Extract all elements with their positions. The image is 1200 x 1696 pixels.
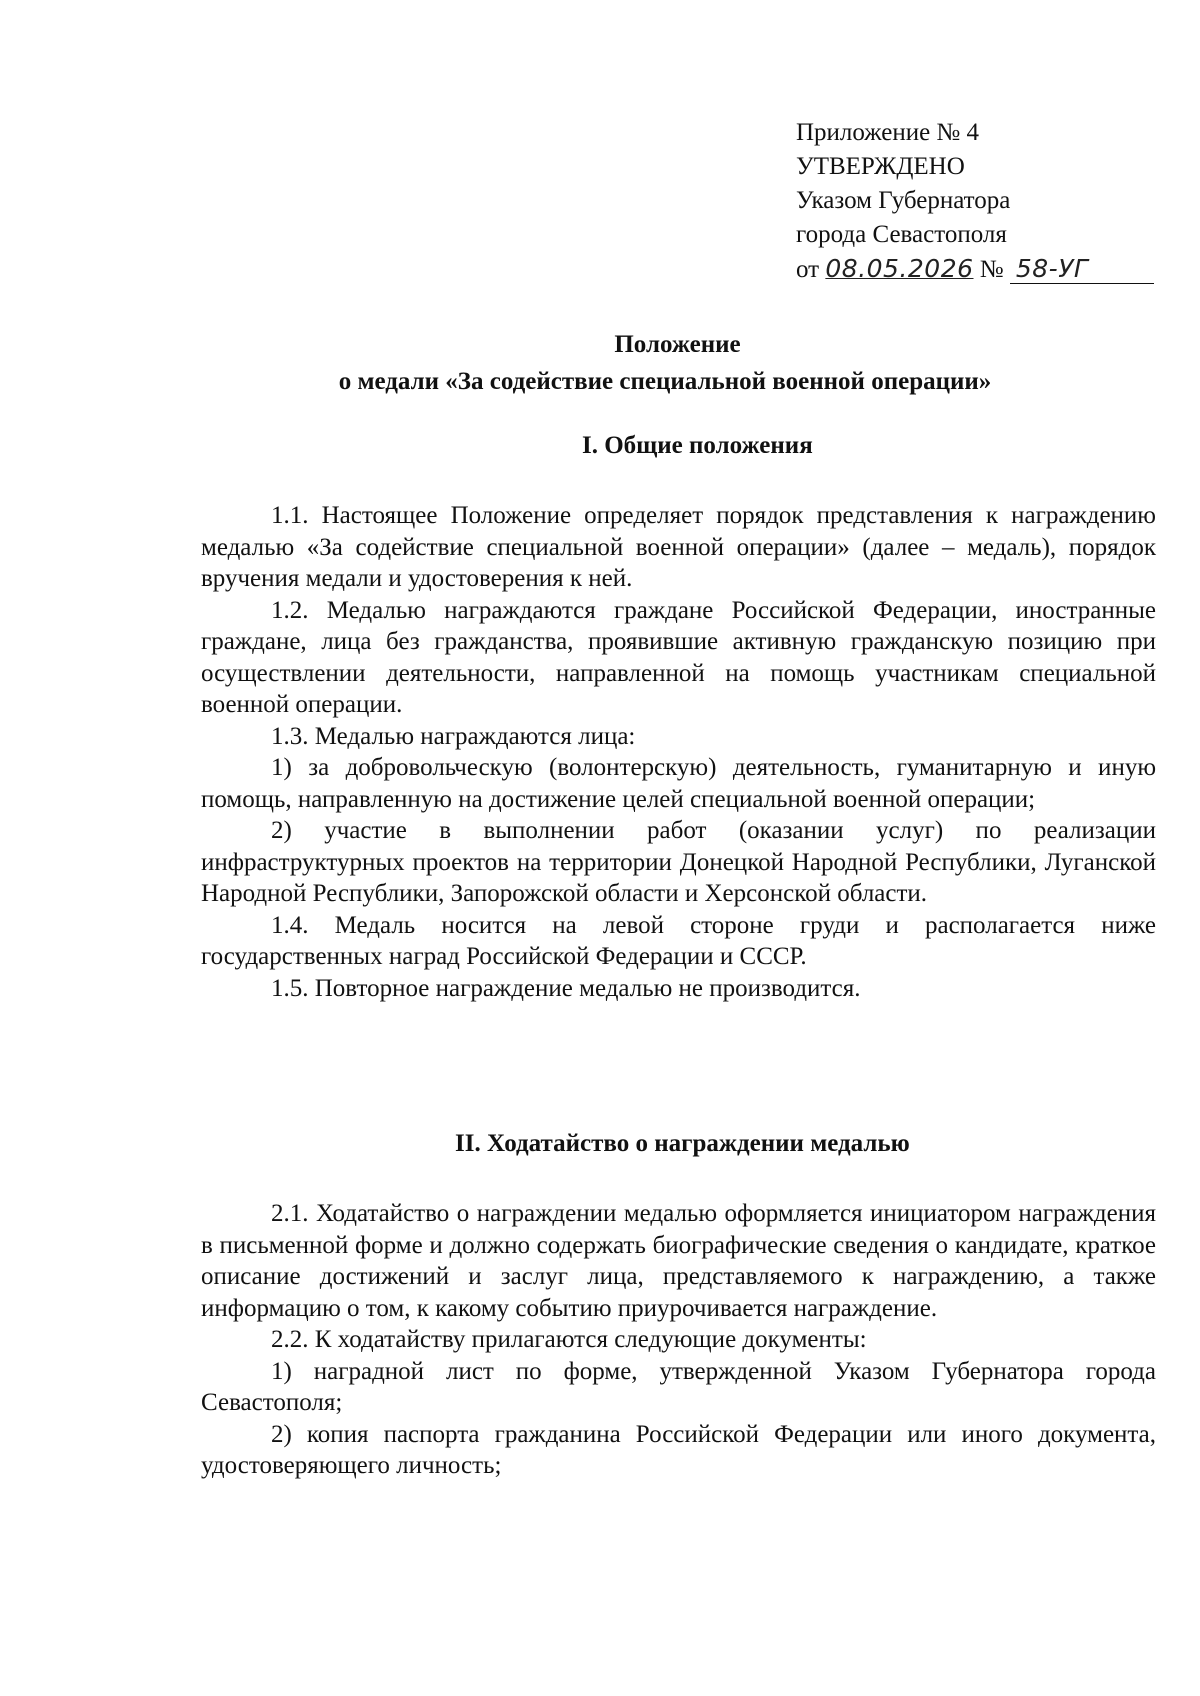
decree-date-line	[796, 252, 1154, 287]
paragraph: 1.5. Повторное награждение медалью не производится.	[271, 974, 861, 1002]
paragraph: 1.1. Настоящее Положение определяет порядок представления к награждению медалью «За содействие специальной военной операции» (далее – медаль), порядок вручения медали и удостоверения к ней.	[201, 502, 1156, 592]
approved-label: УТВЕРЖДЕНО	[796, 153, 965, 180]
section-body-general	[201, 500, 1156, 1004]
paragraph: 2) участие в выполнении работ (оказании услуг) по реализации инфраструктурных проектов на территории Донецкой Народной Республики, Луганской Народной Республики, Запорожской области и Херсонской области.	[201, 817, 1156, 907]
paragraph: 1) наградной лист по форме, утвержденной Указом Губернатора города Севастополя;	[201, 1357, 1156, 1416]
number-sign: №	[979, 256, 1004, 283]
approved-city: города Севастополя	[796, 221, 1007, 248]
approval-stamp-block	[796, 116, 1154, 287]
appendix-number: Приложение № 4	[796, 119, 980, 146]
handwritten-number: 58-УГ	[1010, 255, 1154, 284]
title-subtitle: о медали «За содействие специальной военной операции»	[338, 368, 992, 395]
handwritten-date: 08.05.2026	[825, 254, 974, 283]
paragraph: 1.4. Медаль носится на левой стороне груди и располагается ниже государственных наград Российской Федерации и СССР.	[201, 911, 1156, 970]
section-body-petition	[201, 1198, 1156, 1482]
section-heading-petition: II. Ходатайство о награждении медалью	[455, 1130, 910, 1157]
document-title	[200, 326, 1060, 400]
paragraph: 2.2. К ходатайству прилагаются следующие документы:	[271, 1326, 867, 1353]
paragraph: 1.2. Медалью награждаются граждане Российской Федерации, иностранные граждане, лица без гражданства, проявившие активную гражданскую позицию при осуществлении деятельности, направленной на помощь участникам специальной военной операции.	[201, 596, 1156, 718]
title-main: Положение	[614, 331, 741, 358]
section-heading-general: I. Общие положения	[582, 432, 813, 459]
paragraph: 1.3. Медалью награждаются лица:	[271, 722, 636, 750]
paragraph: 2) копия паспорта гражданина Российской Федерации или иного документа, удостоверяющего личность;	[201, 1420, 1156, 1479]
approved-by-decree: Указом Губернатора	[796, 187, 1011, 214]
paragraph: 1) за добровольческую (волонтерскую) деятельность, гуманитарную и иную помощь, направленную на достижение целей специальной военной операции;	[201, 754, 1156, 813]
date-prefix: от	[796, 256, 820, 283]
paragraph: 2.1. Ходатайство о награждении медалью оформляется инициатором награждения в письменной форме и должно содержать биографические сведения о кандидате, краткое описание достижений и заслуг лица, представляемого к награждению, а также информацию о том, к какому событию приурочивается награждение.	[201, 1200, 1156, 1322]
